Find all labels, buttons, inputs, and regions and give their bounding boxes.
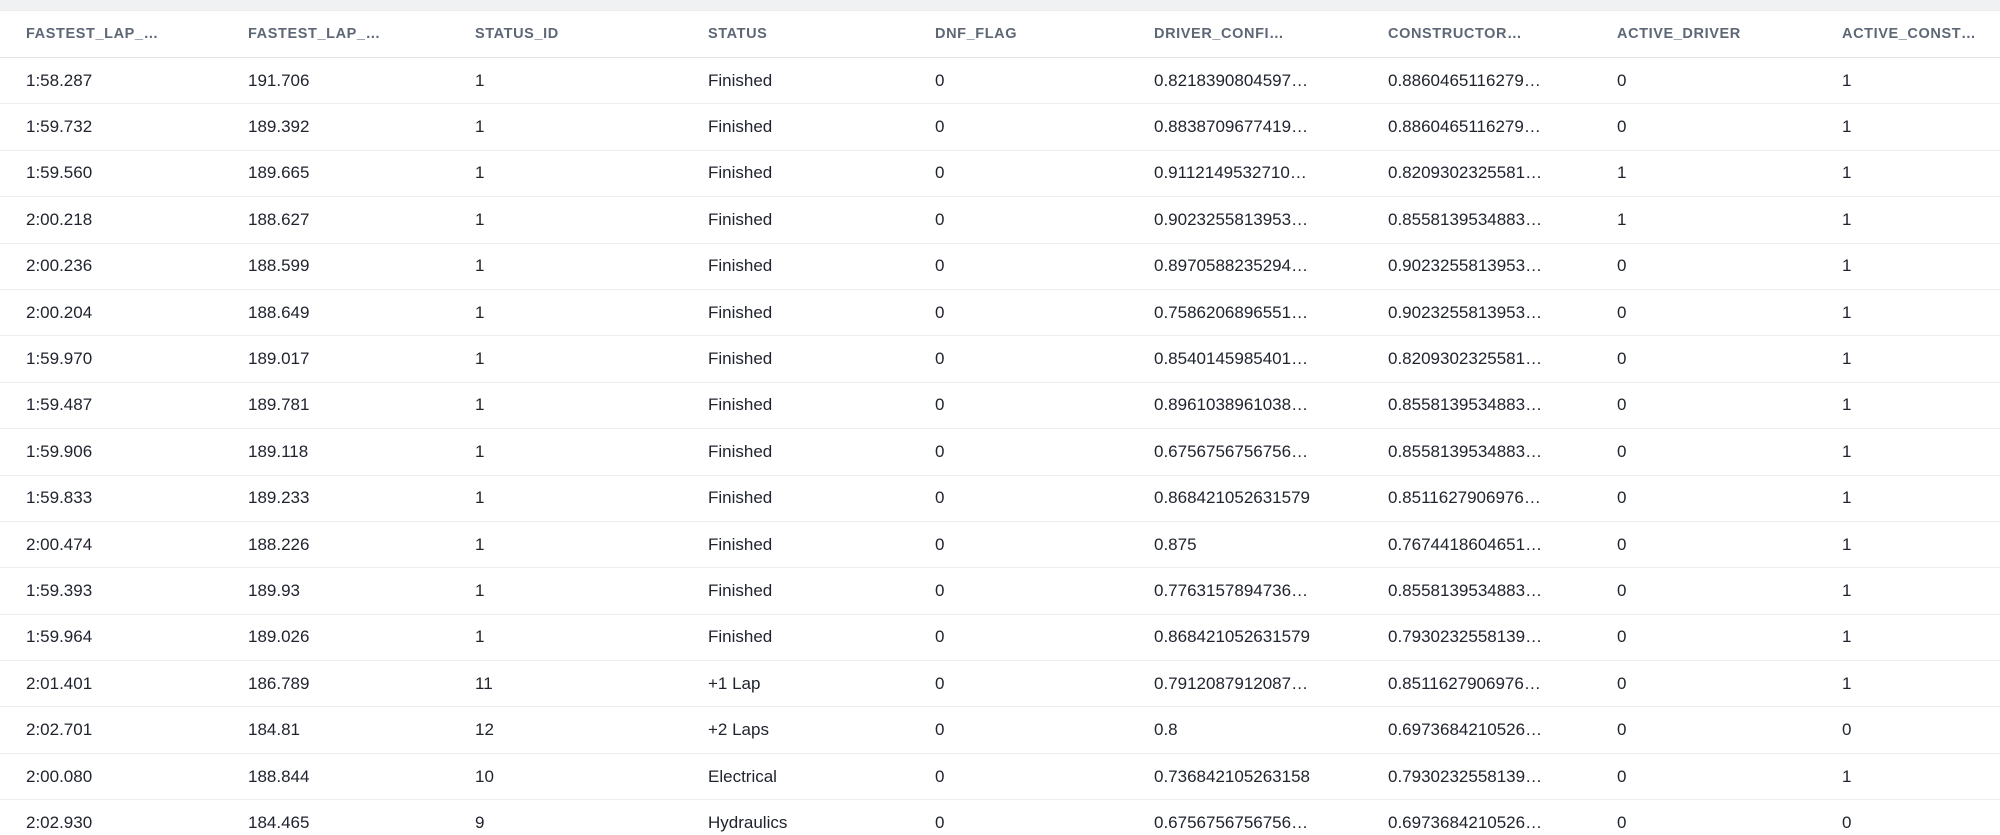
table-cell[interactable]: 1:59.964 bbox=[0, 614, 222, 660]
table-cell[interactable]: 1 bbox=[1816, 197, 2000, 243]
table-row bbox=[0, 800, 2000, 835]
table-cell[interactable]: 188.649 bbox=[222, 289, 449, 335]
table-cell[interactable]: 2:00.474 bbox=[0, 521, 222, 567]
table-cell[interactable]: 1 bbox=[449, 475, 682, 521]
table-cell[interactable]: 0 bbox=[909, 614, 1128, 660]
table-cell[interactable]: 0.8558139534883… bbox=[1362, 568, 1591, 614]
table-cell[interactable]: 1:59.970 bbox=[0, 336, 222, 382]
table-cell[interactable]: 1 bbox=[1816, 150, 2000, 196]
table-cell[interactable]: 1 bbox=[449, 58, 682, 104]
table-cell[interactable]: 0 bbox=[1591, 800, 1816, 835]
table-cell[interactable]: 1 bbox=[1816, 104, 2000, 150]
table-cell[interactable]: 0.6756756756756… bbox=[1128, 800, 1362, 835]
table-cell[interactable]: 10 bbox=[449, 753, 682, 799]
table-cell[interactable]: 1 bbox=[449, 568, 682, 614]
table-cell[interactable]: 0.736842105263158 bbox=[1128, 753, 1362, 799]
table-cell[interactable]: 184.465 bbox=[222, 800, 449, 835]
table-row bbox=[0, 661, 2000, 707]
table-cell[interactable]: 1 bbox=[1816, 336, 2000, 382]
table-cell[interactable]: 0.6756756756756… bbox=[1128, 429, 1362, 475]
table-cell[interactable]: 9 bbox=[449, 800, 682, 835]
table-row bbox=[0, 243, 2000, 289]
table-cell[interactable]: 1 bbox=[449, 289, 682, 335]
table-cell[interactable]: Finished bbox=[682, 521, 909, 567]
table-cell[interactable]: 0 bbox=[909, 429, 1128, 475]
table-cell[interactable]: 0 bbox=[1591, 614, 1816, 660]
table-cell[interactable]: 2:00.218 bbox=[0, 197, 222, 243]
table-row bbox=[0, 336, 2000, 382]
table-cell[interactable]: 0 bbox=[909, 661, 1128, 707]
table-cell[interactable]: 0.8511627906976… bbox=[1362, 661, 1591, 707]
table-cell[interactable]: 0.7930232558139… bbox=[1362, 753, 1591, 799]
table-cell[interactable]: 189.026 bbox=[222, 614, 449, 660]
table-cell[interactable]: 0 bbox=[1591, 753, 1816, 799]
table-cell[interactable]: 1 bbox=[1591, 150, 1816, 196]
column-header-4[interactable]: STATUS bbox=[682, 11, 909, 58]
table-cell[interactable]: 0.9112149532710… bbox=[1128, 150, 1362, 196]
table-cell[interactable]: 0.868421052631579 bbox=[1128, 614, 1362, 660]
table-cell[interactable]: 189.665 bbox=[222, 150, 449, 196]
table-cell[interactable]: 1 bbox=[449, 197, 682, 243]
table-cell[interactable]: 0.7930232558139… bbox=[1362, 614, 1591, 660]
table-cell[interactable]: 0.8970588235294… bbox=[1128, 243, 1362, 289]
table-cell[interactable]: 1 bbox=[1816, 243, 2000, 289]
table-cell[interactable]: 0.8558139534883… bbox=[1362, 197, 1591, 243]
table-cell[interactable]: 188.226 bbox=[222, 521, 449, 567]
table-cell[interactable]: 0 bbox=[1591, 289, 1816, 335]
table-cell[interactable]: 2:00.080 bbox=[0, 753, 222, 799]
table-cell[interactable]: 0.7912087912087… bbox=[1128, 661, 1362, 707]
table-cell[interactable]: 0 bbox=[1816, 707, 2000, 753]
table-row bbox=[0, 150, 2000, 196]
column-header-2[interactable]: FASTEST_LAP_… bbox=[222, 11, 449, 58]
table-row bbox=[0, 521, 2000, 567]
table-cell[interactable]: 1 bbox=[449, 243, 682, 289]
table-cell[interactable]: 0.875 bbox=[1128, 521, 1362, 567]
table-cell[interactable]: 2:00.204 bbox=[0, 289, 222, 335]
table-cell[interactable]: 0 bbox=[909, 150, 1128, 196]
table-cell[interactable]: Finished bbox=[682, 104, 909, 150]
table-cell[interactable]: 0 bbox=[1591, 568, 1816, 614]
table-cell[interactable]: 1 bbox=[449, 614, 682, 660]
table-cell[interactable]: 0 bbox=[1591, 429, 1816, 475]
table-cell[interactable]: 186.789 bbox=[222, 661, 449, 707]
table-cell[interactable]: 0 bbox=[909, 289, 1128, 335]
column-header-5[interactable]: DNF_FLAG bbox=[909, 11, 1128, 58]
table-row bbox=[0, 58, 2000, 104]
table-row bbox=[0, 614, 2000, 660]
table-cell[interactable]: 1 bbox=[449, 104, 682, 150]
table-cell[interactable]: 0 bbox=[909, 243, 1128, 289]
table-cell[interactable]: 0.6973684210526… bbox=[1362, 800, 1591, 835]
table-cell[interactable]: 0 bbox=[1591, 336, 1816, 382]
table-cell[interactable]: 188.627 bbox=[222, 197, 449, 243]
table-cell[interactable]: Finished bbox=[682, 336, 909, 382]
table-cell[interactable]: 184.81 bbox=[222, 707, 449, 753]
table-cell[interactable]: Finished bbox=[682, 243, 909, 289]
table-cell[interactable]: 1 bbox=[1816, 475, 2000, 521]
table-cell[interactable]: Finished bbox=[682, 58, 909, 104]
table-cell[interactable]: 188.844 bbox=[222, 753, 449, 799]
table-cell[interactable]: 0 bbox=[1591, 382, 1816, 428]
table-cell[interactable]: Finished bbox=[682, 197, 909, 243]
table-cell[interactable]: 0.8511627906976… bbox=[1362, 475, 1591, 521]
table-cell[interactable]: 188.599 bbox=[222, 243, 449, 289]
table-cell[interactable]: 0.8540145985401… bbox=[1128, 336, 1362, 382]
table-cell[interactable]: 0.8860465116279… bbox=[1362, 58, 1591, 104]
table-row bbox=[0, 707, 2000, 753]
top-edge-strip bbox=[0, 0, 2000, 11]
table-cell[interactable]: 0.8218390804597… bbox=[1128, 58, 1362, 104]
table-cell[interactable]: Finished bbox=[682, 429, 909, 475]
table-cell[interactable]: 1 bbox=[1816, 661, 2000, 707]
table-cell[interactable]: Finished bbox=[682, 150, 909, 196]
table-cell[interactable]: 0 bbox=[909, 197, 1128, 243]
table-cell[interactable]: 0 bbox=[909, 753, 1128, 799]
table-cell[interactable]: Electrical bbox=[682, 753, 909, 799]
table-cell[interactable]: 0 bbox=[1591, 58, 1816, 104]
table-body bbox=[0, 58, 2000, 835]
table-cell[interactable]: 0 bbox=[909, 104, 1128, 150]
table-cell[interactable]: 0 bbox=[909, 568, 1128, 614]
table-cell[interactable]: 0 bbox=[1591, 661, 1816, 707]
column-header-3[interactable]: STATUS_ID bbox=[449, 11, 682, 58]
table-cell[interactable]: 189.781 bbox=[222, 382, 449, 428]
table-cell[interactable]: Finished bbox=[682, 475, 909, 521]
table-cell[interactable]: 1 bbox=[449, 429, 682, 475]
table-cell[interactable]: 1:59.560 bbox=[0, 150, 222, 196]
table-cell[interactable]: 2:02.701 bbox=[0, 707, 222, 753]
table-row bbox=[0, 568, 2000, 614]
table-cell[interactable]: Hydraulics bbox=[682, 800, 909, 835]
table-cell[interactable]: 0.9023255813953… bbox=[1362, 289, 1591, 335]
table-cell[interactable]: 1:59.393 bbox=[0, 568, 222, 614]
header-row bbox=[0, 11, 2000, 58]
table-cell[interactable]: 189.118 bbox=[222, 429, 449, 475]
table-cell[interactable]: 2:01.401 bbox=[0, 661, 222, 707]
column-header-1[interactable]: FASTEST_LAP_… bbox=[0, 11, 222, 58]
table-cell[interactable]: 12 bbox=[449, 707, 682, 753]
table-row bbox=[0, 475, 2000, 521]
table-cell[interactable]: Finished bbox=[682, 614, 909, 660]
table-cell[interactable]: 0.8209302325581… bbox=[1362, 150, 1591, 196]
table-cell[interactable]: +1 Lap bbox=[682, 661, 909, 707]
table-row bbox=[0, 382, 2000, 428]
table-cell[interactable]: 0 bbox=[909, 800, 1128, 835]
table-row bbox=[0, 104, 2000, 150]
table-cell[interactable]: +2 Laps bbox=[682, 707, 909, 753]
table-cell[interactable]: Finished bbox=[682, 289, 909, 335]
table-cell[interactable]: 0.868421052631579 bbox=[1128, 475, 1362, 521]
table-cell[interactable]: 0.8838709677419… bbox=[1128, 104, 1362, 150]
table-cell[interactable]: 0.8558139534883… bbox=[1362, 429, 1591, 475]
table-cell[interactable]: 1 bbox=[449, 521, 682, 567]
table-cell[interactable]: 0 bbox=[1591, 521, 1816, 567]
table-cell[interactable]: 1 bbox=[1591, 197, 1816, 243]
table-row bbox=[0, 197, 2000, 243]
table-cell[interactable]: 0 bbox=[909, 336, 1128, 382]
table-cell[interactable]: 1:59.732 bbox=[0, 104, 222, 150]
column-header-8[interactable]: ACTIVE_DRIVER bbox=[1591, 11, 1816, 58]
table-row bbox=[0, 289, 2000, 335]
table-cell[interactable]: 0.8 bbox=[1128, 707, 1362, 753]
table-cell[interactable]: 189.392 bbox=[222, 104, 449, 150]
table-cell[interactable]: 189.93 bbox=[222, 568, 449, 614]
column-header-7[interactable]: CONSTRUCTOR… bbox=[1362, 11, 1591, 58]
table-cell[interactable]: 2:02.930 bbox=[0, 800, 222, 835]
table-cell[interactable]: 0 bbox=[909, 521, 1128, 567]
data-table bbox=[0, 11, 2000, 835]
table-cell[interactable]: 1 bbox=[1816, 521, 2000, 567]
table-cell[interactable]: 191.706 bbox=[222, 58, 449, 104]
table-cell[interactable]: 1:59.833 bbox=[0, 475, 222, 521]
table-cell[interactable]: 0 bbox=[1816, 800, 2000, 835]
table-cell[interactable]: 0 bbox=[909, 382, 1128, 428]
table-cell[interactable]: 0.8558139534883… bbox=[1362, 382, 1591, 428]
table-header bbox=[0, 11, 2000, 58]
table-cell[interactable]: 189.017 bbox=[222, 336, 449, 382]
table-cell[interactable]: Finished bbox=[682, 382, 909, 428]
table-cell[interactable]: 1 bbox=[1816, 289, 2000, 335]
table-cell[interactable]: 0.9023255813953… bbox=[1128, 197, 1362, 243]
table-cell[interactable]: 0 bbox=[1591, 707, 1816, 753]
table-cell[interactable]: 1 bbox=[1816, 568, 2000, 614]
table-cell[interactable]: 1 bbox=[1816, 429, 2000, 475]
table-cell[interactable]: 1:58.287 bbox=[0, 58, 222, 104]
table-row bbox=[0, 753, 2000, 799]
table-cell[interactable]: 0.8209302325581… bbox=[1362, 336, 1591, 382]
table-cell[interactable]: 1 bbox=[449, 150, 682, 196]
column-header-9[interactable]: ACTIVE_CONST… bbox=[1816, 11, 2000, 58]
table-cell[interactable]: 0 bbox=[909, 707, 1128, 753]
table-cell[interactable]: 1:59.906 bbox=[0, 429, 222, 475]
table-cell[interactable]: 1 bbox=[1816, 58, 2000, 104]
table-cell[interactable]: 2:00.236 bbox=[0, 243, 222, 289]
table-cell[interactable]: 0.7763157894736… bbox=[1128, 568, 1362, 614]
table-cell[interactable]: 1 bbox=[1816, 614, 2000, 660]
table-cell[interactable]: 1 bbox=[449, 336, 682, 382]
table-cell[interactable]: 189.233 bbox=[222, 475, 449, 521]
table-cell[interactable]: 1 bbox=[1816, 382, 2000, 428]
table-cell[interactable]: 0 bbox=[909, 58, 1128, 104]
table-cell[interactable]: 0.7674418604651… bbox=[1362, 521, 1591, 567]
table-cell[interactable]: 0.6973684210526… bbox=[1362, 707, 1591, 753]
table-cell[interactable]: 0 bbox=[1591, 243, 1816, 289]
table-cell[interactable]: 0.7586206896551… bbox=[1128, 289, 1362, 335]
table-cell[interactable]: 11 bbox=[449, 661, 682, 707]
table-cell[interactable]: 1 bbox=[449, 382, 682, 428]
table-cell[interactable]: 1 bbox=[1816, 753, 2000, 799]
table-cell[interactable]: 0 bbox=[1591, 104, 1816, 150]
table-row bbox=[0, 429, 2000, 475]
table-cell[interactable]: 1:59.487 bbox=[0, 382, 222, 428]
column-header-6[interactable]: DRIVER_CONFI… bbox=[1128, 11, 1362, 58]
table-cell[interactable]: Finished bbox=[682, 568, 909, 614]
table-cell[interactable]: 0 bbox=[1591, 475, 1816, 521]
table-cell[interactable]: 0.8961038961038… bbox=[1128, 382, 1362, 428]
table-cell[interactable]: 0.8860465116279… bbox=[1362, 104, 1591, 150]
table-cell[interactable]: 0 bbox=[909, 475, 1128, 521]
table-cell[interactable]: 0.9023255813953… bbox=[1362, 243, 1591, 289]
